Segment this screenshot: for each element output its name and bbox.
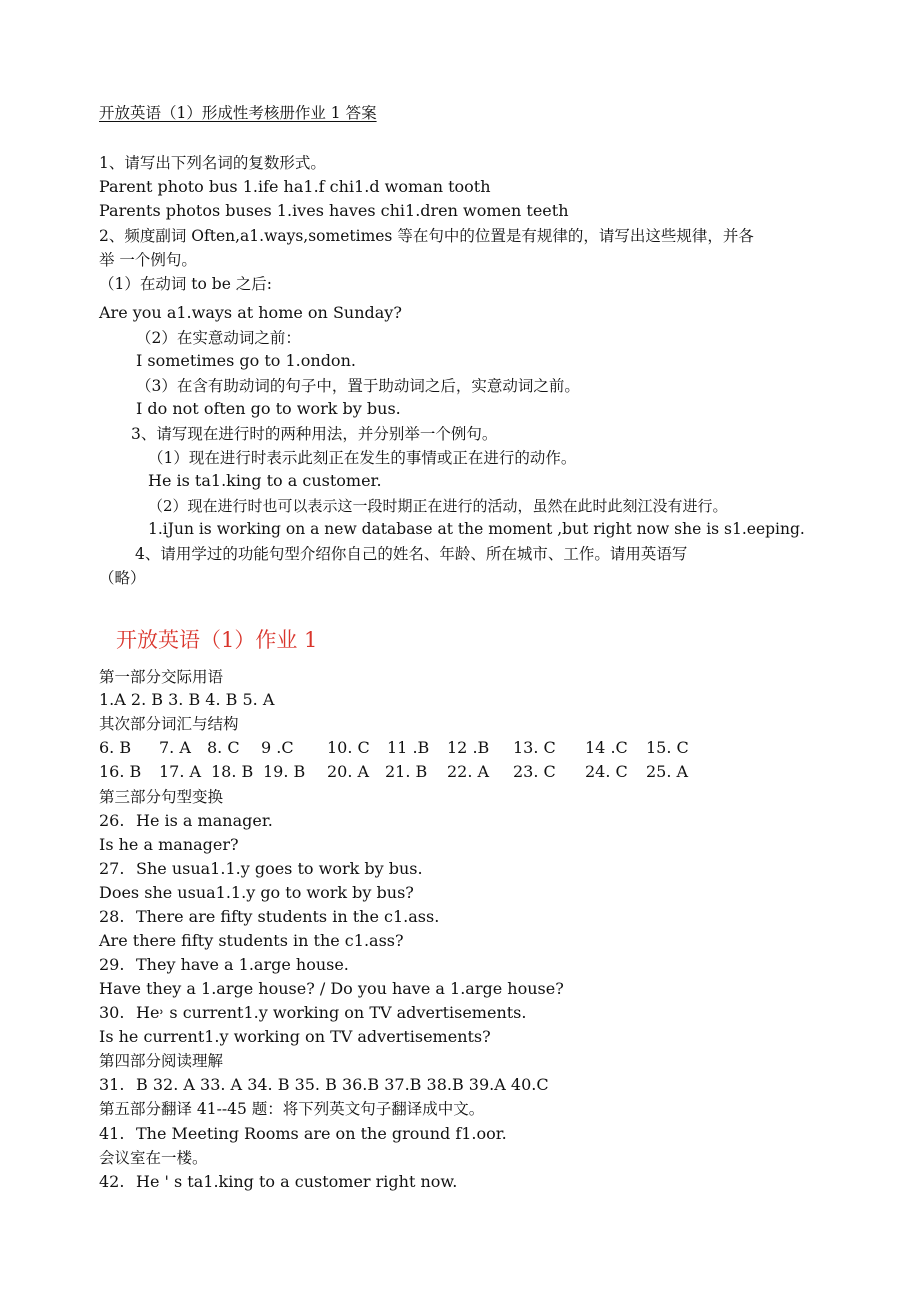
- item-sentence: The Meeting Rooms are on the ground f1.oor.: [136, 1124, 507, 1143]
- answer-list: B 32. A 33. A 34. B 35. B 36.B 37.B 38.B 39.A 40.C: [136, 1075, 549, 1094]
- item-sentence: They have a 1.arge house.: [136, 955, 349, 974]
- item-sentence: He˒ s current1.y working on TV advertisements.: [136, 1003, 527, 1022]
- q2-example-3: I do not often go to work by bus.: [136, 399, 401, 418]
- answer-cell: 23. C: [513, 762, 556, 781]
- q1-plural-nouns: Parents photos buses 1.ives haves chi1.dren women teeth: [99, 201, 569, 220]
- q3-example-2: 1.iJun is working on a new database at the moment ,but right now she is s1.eeping.: [148, 520, 805, 538]
- answer-cell: 19. B: [263, 762, 306, 781]
- part5-english-sentence: [99, 1171, 458, 1193]
- q3-prompt: 3、请写现在进行时的两种用法，并分别举一个例句。: [131, 425, 498, 443]
- item-number: 42.: [99, 1172, 125, 1191]
- part5-chinese-translation: 会议室在一楼。: [99, 1149, 208, 1167]
- q1-prompt: 1、请写出下列名词的复数形式。: [99, 154, 326, 172]
- answer-cell: 24. C: [585, 762, 628, 781]
- item-number: 27.: [99, 859, 125, 878]
- answer-cell: 8. C: [207, 738, 240, 757]
- q4-prompt: 4、请用学过的功能句型介绍你自己的姓名、年龄、所在城市、工作。请用英语写: [135, 545, 688, 563]
- part3-label: 第三部分句型变换: [99, 788, 224, 806]
- item-number: 29.: [99, 955, 125, 974]
- answer-cell: 13. C: [513, 738, 556, 757]
- item-number: 28.: [99, 907, 125, 926]
- part2-label: 其次部分词汇与结构: [99, 715, 239, 733]
- q2-rule-2: （2）在实意动词之前：: [136, 329, 301, 347]
- answer-cell: 16. B: [99, 762, 142, 781]
- q2-example-2: I sometimes go to 1.ondon.: [136, 351, 356, 370]
- answer-cell: 22. A: [447, 762, 490, 781]
- part3-answer: Is he a manager?: [99, 835, 239, 854]
- document-title: 开放英语（1）形成性考核册作业 1 答案: [99, 104, 377, 122]
- answer-cell: 12 .B: [447, 738, 490, 757]
- part3-answer: Is he current1.y working on TV advertisements?: [99, 1027, 491, 1046]
- q2-prompt-line2: 举 一个例句。: [99, 251, 197, 269]
- q2-prompt-line1: 2、频度副词 Often,a1.ways,sometimes 等在句中的位置是有规律的，请写出这些规律，并各: [99, 227, 754, 245]
- part5-english-sentence: [99, 1123, 507, 1145]
- q2-rule-3: （3）在含有助动词的句子中，置于助动词之后，实意动词之前。: [136, 377, 580, 395]
- answer-cell: 9 .C: [261, 738, 294, 757]
- item-sentence: He is a manager.: [136, 811, 273, 830]
- part4-label: 第四部分阅读理解: [99, 1052, 224, 1070]
- answer-cell: 15. C: [646, 738, 689, 757]
- answer-cell: 17. A: [159, 762, 202, 781]
- answer-cell: 10. C: [327, 738, 370, 757]
- part3-question: [99, 906, 440, 928]
- assignment-heading: 开放英语（1）作业 1: [116, 628, 318, 652]
- answer-cell: 20. A: [327, 762, 370, 781]
- part3-answer: Have they a 1.arge house? / Do you have a 1.arge house?: [99, 979, 564, 998]
- part3-question: [99, 954, 349, 976]
- answer-cell: 21. B: [385, 762, 428, 781]
- part3-question: [99, 810, 273, 832]
- item-sentence: He ' s ta1.king to a customer right now.: [136, 1172, 458, 1191]
- q4-answer: （略）: [99, 569, 146, 587]
- part3-answer: Are there fifty students in the c1.ass?: [99, 931, 404, 950]
- part3-question: [99, 1002, 527, 1024]
- q2-rule-1: （1）在动词 to be 之后:: [99, 275, 273, 293]
- answer-cell: 14 .C: [585, 738, 628, 757]
- item-number: 41.: [99, 1124, 125, 1143]
- q3-example-1: He is ta1.king to a customer.: [148, 471, 382, 490]
- answer-cell: 7. A: [159, 738, 191, 757]
- answer-cell: 18. B: [211, 762, 254, 781]
- item-sentence: She usua1.1.y goes to work by bus.: [136, 859, 423, 878]
- part4-answers: [99, 1074, 549, 1096]
- q3-use-2: （2）现在进行时也可以表示这一段时期正在进行的活动，虽然在此时此刻江没有进行。: [148, 497, 728, 515]
- q3-use-1: （1）现在进行时表示此刻正在发生的事情或正在进行的动作。: [148, 449, 577, 467]
- part3-question: [99, 858, 423, 880]
- answer-cell: 11 .B: [387, 738, 430, 757]
- answer-cell: 6. B: [99, 738, 132, 757]
- item-number: 31.: [99, 1075, 125, 1094]
- item-number: 26.: [99, 811, 125, 830]
- q2-example-1: Are you a1.ways at home on Sunday?: [99, 303, 402, 322]
- part1-label: 第一部分交际用语: [99, 668, 224, 686]
- q1-singular-nouns: Parent photo bus 1.ife ha1.f chi1.d woman tooth: [99, 177, 491, 196]
- part5-label: 第五部分翻译 41--45 题：将下列英文句子翻译成中文。: [99, 1100, 485, 1118]
- item-sentence: There are fifty students in the c1.ass.: [136, 907, 440, 926]
- item-number: 30.: [99, 1003, 125, 1022]
- part1-answers: 1.A 2. B 3. B 4. B 5. A: [99, 690, 275, 709]
- part3-answer: Does she usua1.1.y go to work by bus?: [99, 883, 414, 902]
- answer-cell: 25. A: [646, 762, 689, 781]
